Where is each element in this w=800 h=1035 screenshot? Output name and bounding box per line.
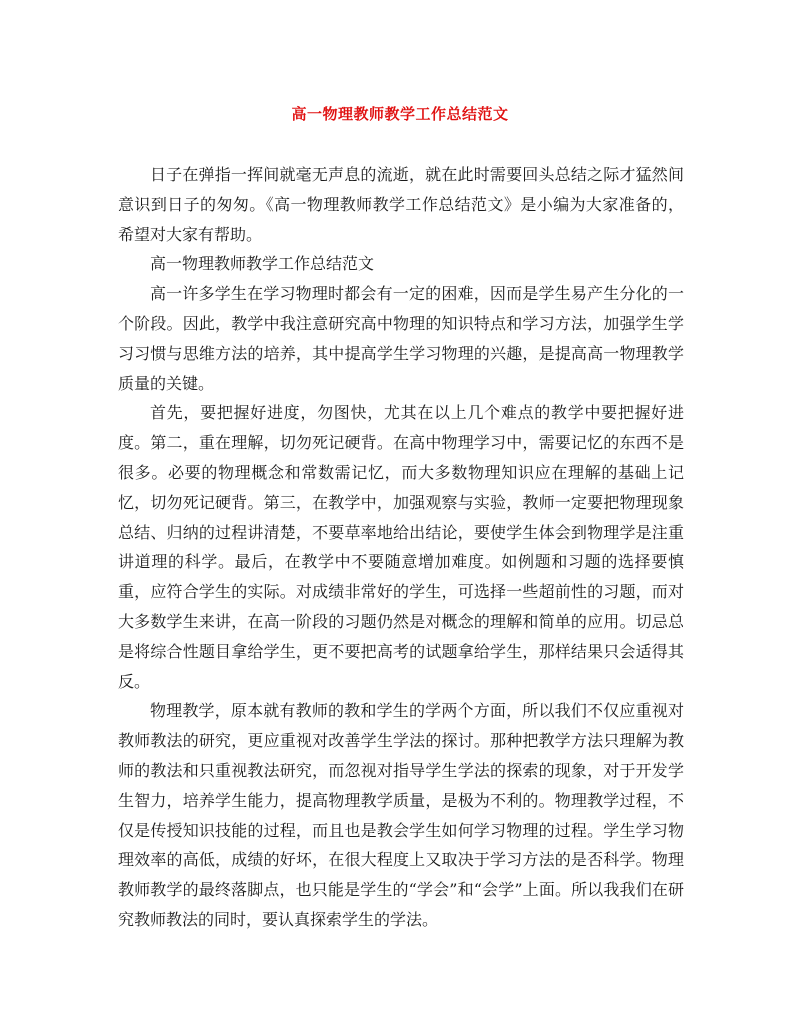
section-heading: 高一物理教师教学工作总结范文 xyxy=(150,254,375,274)
document-title: 高一物理教师教学工作总结范文 xyxy=(291,105,509,123)
body-paragraph: 高一许多学生在学习物理时都会有一定的困难，因而是学生易产生分化的一个阶段。因此，教学中我注意研究高中物理的知识特点和学习方法，加强学生学习习惯与思维方法的培养，其中提高学生学习物理的兴趣，是提高高一物理教学质量的关键。 xyxy=(118,284,684,393)
intro-paragraph: 日子在弹指一挥间就毫无声息的流逝，就在此时需要回头总结之际才猛然间意识到日子的匆匆。《高一物理教师教学工作总结范文》是小编为大家准备的，希望对大家有帮助。 xyxy=(118,165,684,244)
body-paragraph: 物理教学，原本就有教师的教和学生的学两个方面，所以我们不仅应重视对教师教法的研究，更应重视对改善学生学法的探讨。那种把教学方法只理解为教师的教法和只重视教法研究，而忽视对指导学生学法的探索的现象，对于开发学生智力，培养学生能力，提高物理教学质量，是极为不利的。物理教学过程，不仅是传授知识技能的过程，而且也是教会学生如何学习物理的过程。学生学习物理效率的高低，成绩的好坏，在很大程度上又取决于学习方法的是否科学。物理教师教学的最终落脚点，也只能是学生的“学会”和“会学”上面。所以我我们在研究教师教法的同时，要认真探索学生的学法。 xyxy=(118,701,684,929)
body-paragraph: 首先，要把握好进度，勿图快，尤其在以上几个难点的教学中要把握好进度。第二，重在理解，切勿死记硬背。在高中物理学习中，需要记忆的东西不是很多。必要的物理概念和常数需记忆，而大多数物理知识应在理解的基础上记忆，切勿死记硬背。第三，在教学中，加强观察与实验，教师一定要把物理现象总结、归纳的过程讲清楚，不要草率地给出结论，要使学生体会到物理学是注重讲道理的科学。最后，在教学中不要随意增加难度。如例题和习题的选择要慎重，应符合学生的实际。对成绩非常好的学生，可选择一些超前性的习题，而对大多数学生来讲，在高一阶段的习题仍然是对概念的理解和简单的应用。切忌总是将综合性题目拿给学生，更不要把高考的试题拿给学生，那样结果只会适得其反。 xyxy=(118,403,684,691)
document-body xyxy=(118,160,684,935)
